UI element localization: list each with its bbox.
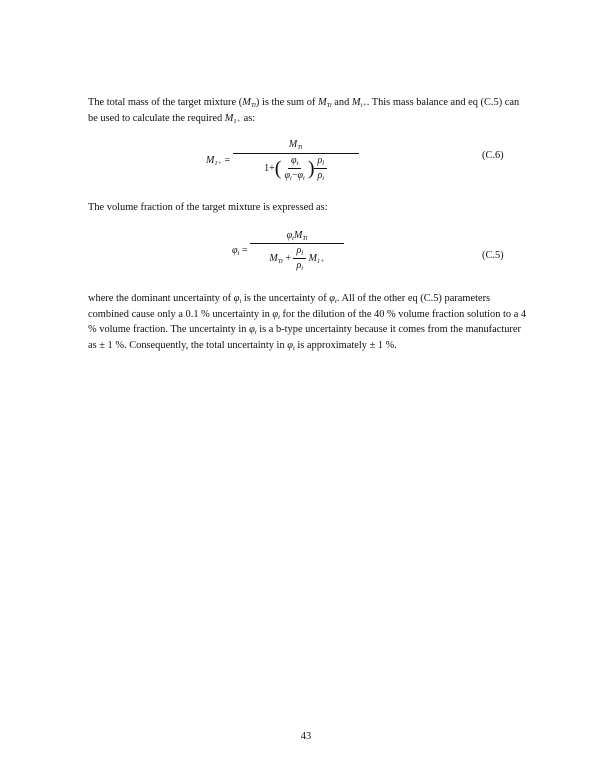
symbol-m-ti: $M_{Ti}$ bbox=[242, 97, 256, 109]
text-fragment: The total mass of the target mixture ( bbox=[88, 97, 243, 108]
paragraph-uncertainty: where the dominant uncertainty of $\varphi_i$ is the uncertainty of $\varphi_t$. All of the other eq (C.5) parameters combined cause only a 0.1 % uncertainty in $\varphi_i$ for the dilution of the 40 % volume fraction solution to a 4 % volume fraction. The uncertainty in $\varphi_t$ is a b-type uncertainty because it comes from the manufacturer as ± 1 %. Consequently, the total uncertainty in $\varphi_t$ is approximately ± 1 %. bbox=[88, 293, 527, 352]
eq-c5-inner-rho-frac: $\frac{\rho_l}{\rho_i}$ bbox=[293, 245, 306, 272]
equation-c5 bbox=[232, 230, 344, 272]
symbol-phi-i: $\varphi_i$ bbox=[272, 308, 280, 321]
symbol-phi-t: $\varphi_t$ bbox=[249, 324, 257, 337]
eq-c6-inner-phi-frac: $\frac{\varphi_t}{\varphi_i-\varphi_t}$ bbox=[284, 155, 305, 182]
eq-c6-numerator: $M_{Ti}$ bbox=[233, 139, 359, 154]
eq-c5-lhs: $\varphi_i$ = bbox=[232, 245, 248, 257]
symbol-phi-t: $\varphi_t$ bbox=[287, 339, 295, 352]
symbol-m-ti: $M_{Ti}$ bbox=[317, 97, 332, 109]
text-fragment: and bbox=[331, 97, 352, 108]
text-fragment: as: bbox=[241, 112, 256, 124]
eq-c6-lhs: $M_{1+}$ = bbox=[206, 154, 231, 167]
symbol-m-lplus: $M_{1+}$ bbox=[224, 112, 242, 125]
text-fragment: ) is the sum of bbox=[255, 97, 318, 108]
text-fragment: . This mass balance and eq (C.5) can be used to calculate the required bbox=[88, 97, 520, 124]
symbol-phi-i: $\varphi_i$ bbox=[233, 293, 242, 305]
eq-c6-denominator: 1+( $\frac{\varphi_t}{\varphi_i-\varphi_t}$ ) $\frac{\rho_l}{\rho_i}$ bbox=[261, 154, 330, 182]
paragraph-volume-fraction: The volume fraction of the target mixture is expressed as: bbox=[88, 202, 328, 213]
page-number: 43 bbox=[300, 731, 312, 742]
equation-label-c5: (C.5) bbox=[482, 250, 504, 261]
eq-c6-fraction bbox=[233, 139, 359, 182]
symbol-phi-t: $\varphi_t$ bbox=[329, 293, 337, 305]
eq-c6-inner-rho-frac: $\frac{\rho_l}{\rho_i}$ bbox=[314, 155, 327, 182]
paragraph-mass-balance bbox=[88, 97, 528, 128]
eq-c5-denominator: $M_{Ti}$ + $\frac{\rho_l}{\rho_i}$ $M_{1+}$ bbox=[269, 245, 325, 272]
symbol-m-iplus: $M_{i+}$ bbox=[351, 97, 367, 109]
eq-c5-numerator: $\varphi_tM_{Ti}$ bbox=[250, 230, 344, 244]
eq-c5-fraction bbox=[250, 230, 344, 272]
equation-c6 bbox=[206, 139, 359, 182]
equation-label-c6: (C.6) bbox=[482, 150, 504, 161]
